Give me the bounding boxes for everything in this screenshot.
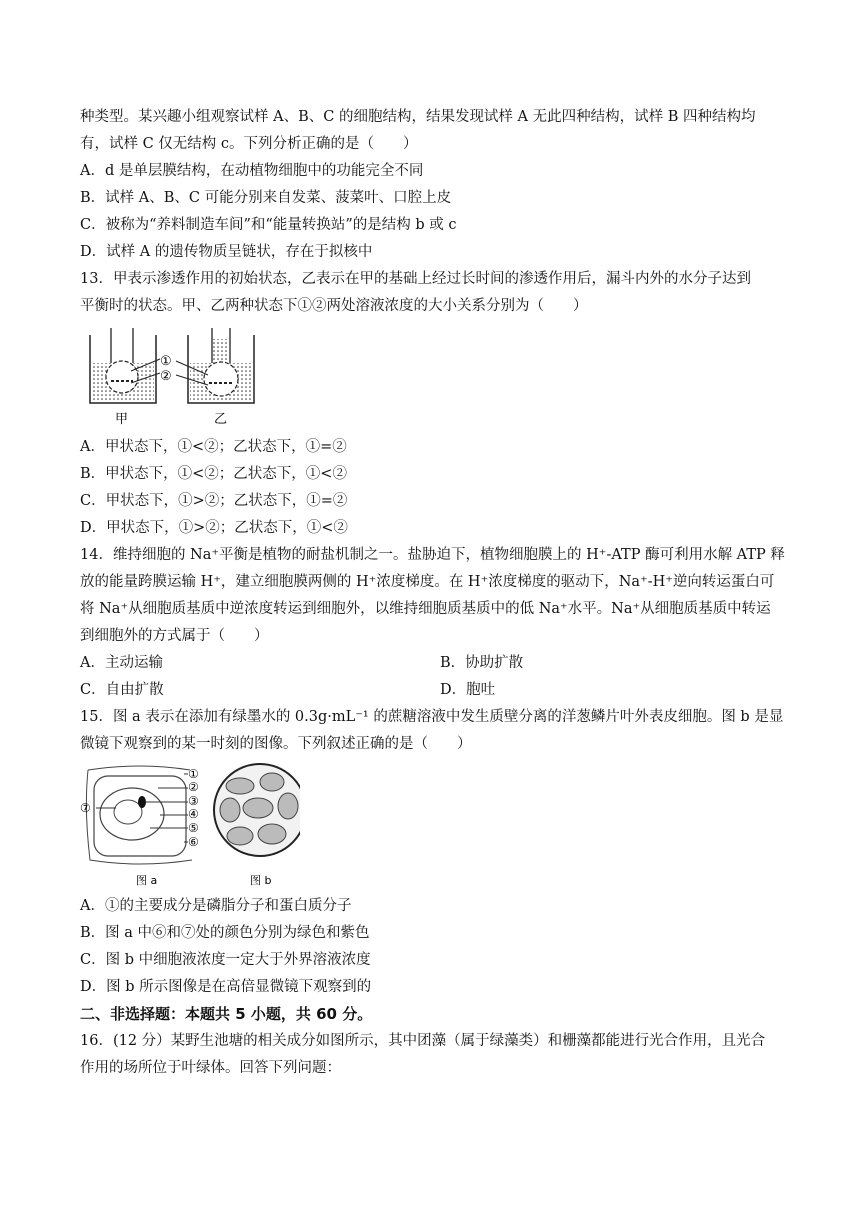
label-yi: 乙: [214, 412, 228, 427]
q14-option-c: C．自由扩散: [80, 682, 164, 698]
mark-5: ⑤: [188, 821, 199, 835]
q12-line1: 种类型。某兴趣小组观察试样 A、B、C 的细胞结构，结果发现试样 A 无此四种结构，试样 B 四种结构均: [80, 109, 756, 125]
label-jia: 甲: [115, 412, 129, 427]
q14-option-b: B．协助扩散: [440, 655, 524, 671]
q15-line2: 微镜下观察到的某一时刻的图像。下列叙述正确的是（ ）: [80, 736, 472, 752]
q14-option-d: D．胞吐: [440, 682, 496, 698]
q12-option-c: C．被称为“养料制造车间”和“能量转换站”的是结构 b 或 c: [80, 217, 457, 233]
caption-b: 图 b: [250, 874, 272, 887]
section-heading: 二、非选择题：本题共 5 小题，共 60 分。: [80, 1005, 373, 1023]
figure-b-micrograph: [214, 764, 300, 856]
q12-option-b: B．试样 A、B、C 可能分别来自发菜、菠菜叶、口腔上皮: [80, 190, 452, 206]
q15-option-a: A．①的主要成分是磷脂分子和蛋白质分子: [80, 898, 352, 914]
q13-option-b: B．甲状态下，①<②；乙状态下，①<②: [80, 466, 347, 482]
q14-option-a: A．主动运输: [80, 655, 163, 671]
q15-option-c: C．图 b 中细胞液浓度一定大于外界溶液浓度: [80, 952, 371, 968]
caption-a: 图 a: [136, 874, 158, 887]
osmosis-figure: [84, 325, 264, 430]
q16-line1: 16．(12 分）某野生池塘的相关成分如图所示，其中团藻（属于绿藻类）和栅藻都能进行光合作用，且光合: [80, 1033, 766, 1049]
mark-2: ②: [160, 369, 172, 384]
q12-option-d: D．试样 A 的遗传物质呈链状，存在于拟核中: [80, 244, 373, 260]
q13-option-d: D．甲状态下，①>②；乙状态下，①<②: [80, 520, 348, 536]
mark-4: ④: [188, 807, 199, 821]
q16-line2: 作用的场所位于叶绿体。回答下列问题：: [80, 1060, 341, 1076]
mark-1: ①: [160, 354, 172, 369]
q14-line2: 放的能量跨膜运输 H⁺，建立细胞膜两侧的 H⁺浓度梯度。在 H⁺浓度梯度的驱动下，Na⁺-H⁺逆向转运蛋白可: [80, 574, 775, 590]
q13-option-a: A．甲状态下，①<②；乙状态下，①=②: [80, 439, 347, 455]
mark-6: ⑥: [188, 835, 199, 849]
q14-line3: 将 Na⁺从细胞质基质中逆浓度转运到细胞外，以维持细胞质基质中的低 Na⁺水平。Na⁺从细胞质基质中转运: [80, 601, 771, 617]
plasmolysis-figure: [80, 760, 300, 890]
q15-line1: 15．图 a 表示在添加有绿墨水的 0.3g·mL⁻¹ 的蔗糖溶液中发生质壁分离的洋葱鳞片叶外表皮细胞。图 b 是显: [80, 709, 784, 725]
beaker-yi: [188, 328, 254, 403]
q12-line2: 有，试样 C 仅无结构 c。下列分析正确的是（ ）: [80, 136, 418, 152]
mark-3: ③: [188, 794, 199, 808]
mark-7: ⑦: [80, 801, 91, 815]
q13-line2: 平衡时的状态。甲、乙两种状态下①②两处溶液浓度的大小关系分别为（ ）: [80, 298, 588, 314]
mark-2: ②: [188, 780, 199, 794]
figure-a-cell: [86, 766, 192, 864]
q15-option-b: B．图 a 中⑥和⑦处的颜色分别为绿色和紫色: [80, 925, 370, 941]
q14-line1: 14．维持细胞的 Na⁺平衡是植物的耐盐机制之一。盐胁迫下，植物细胞膜上的 H⁺-ATP 酶可利用水解 ATP 释: [80, 547, 785, 563]
q12-option-a: A．d 是单层膜结构，在动植物细胞中的功能完全不同: [80, 163, 424, 179]
beaker-jia: [90, 328, 156, 403]
q13-option-c: C．甲状态下，①>②；乙状态下，①=②: [80, 493, 348, 509]
q15-option-d: D．图 b 所示图像是在高倍显微镜下观察到的: [80, 979, 372, 995]
q13-line1: 13．甲表示渗透作用的初始状态，乙表示在甲的基础上经过长时间的渗透作用后，漏斗内外的水分子达到: [80, 271, 751, 287]
q14-line4: 到细胞外的方式属于（ ）: [80, 628, 269, 644]
mark-1: ①: [188, 767, 199, 781]
